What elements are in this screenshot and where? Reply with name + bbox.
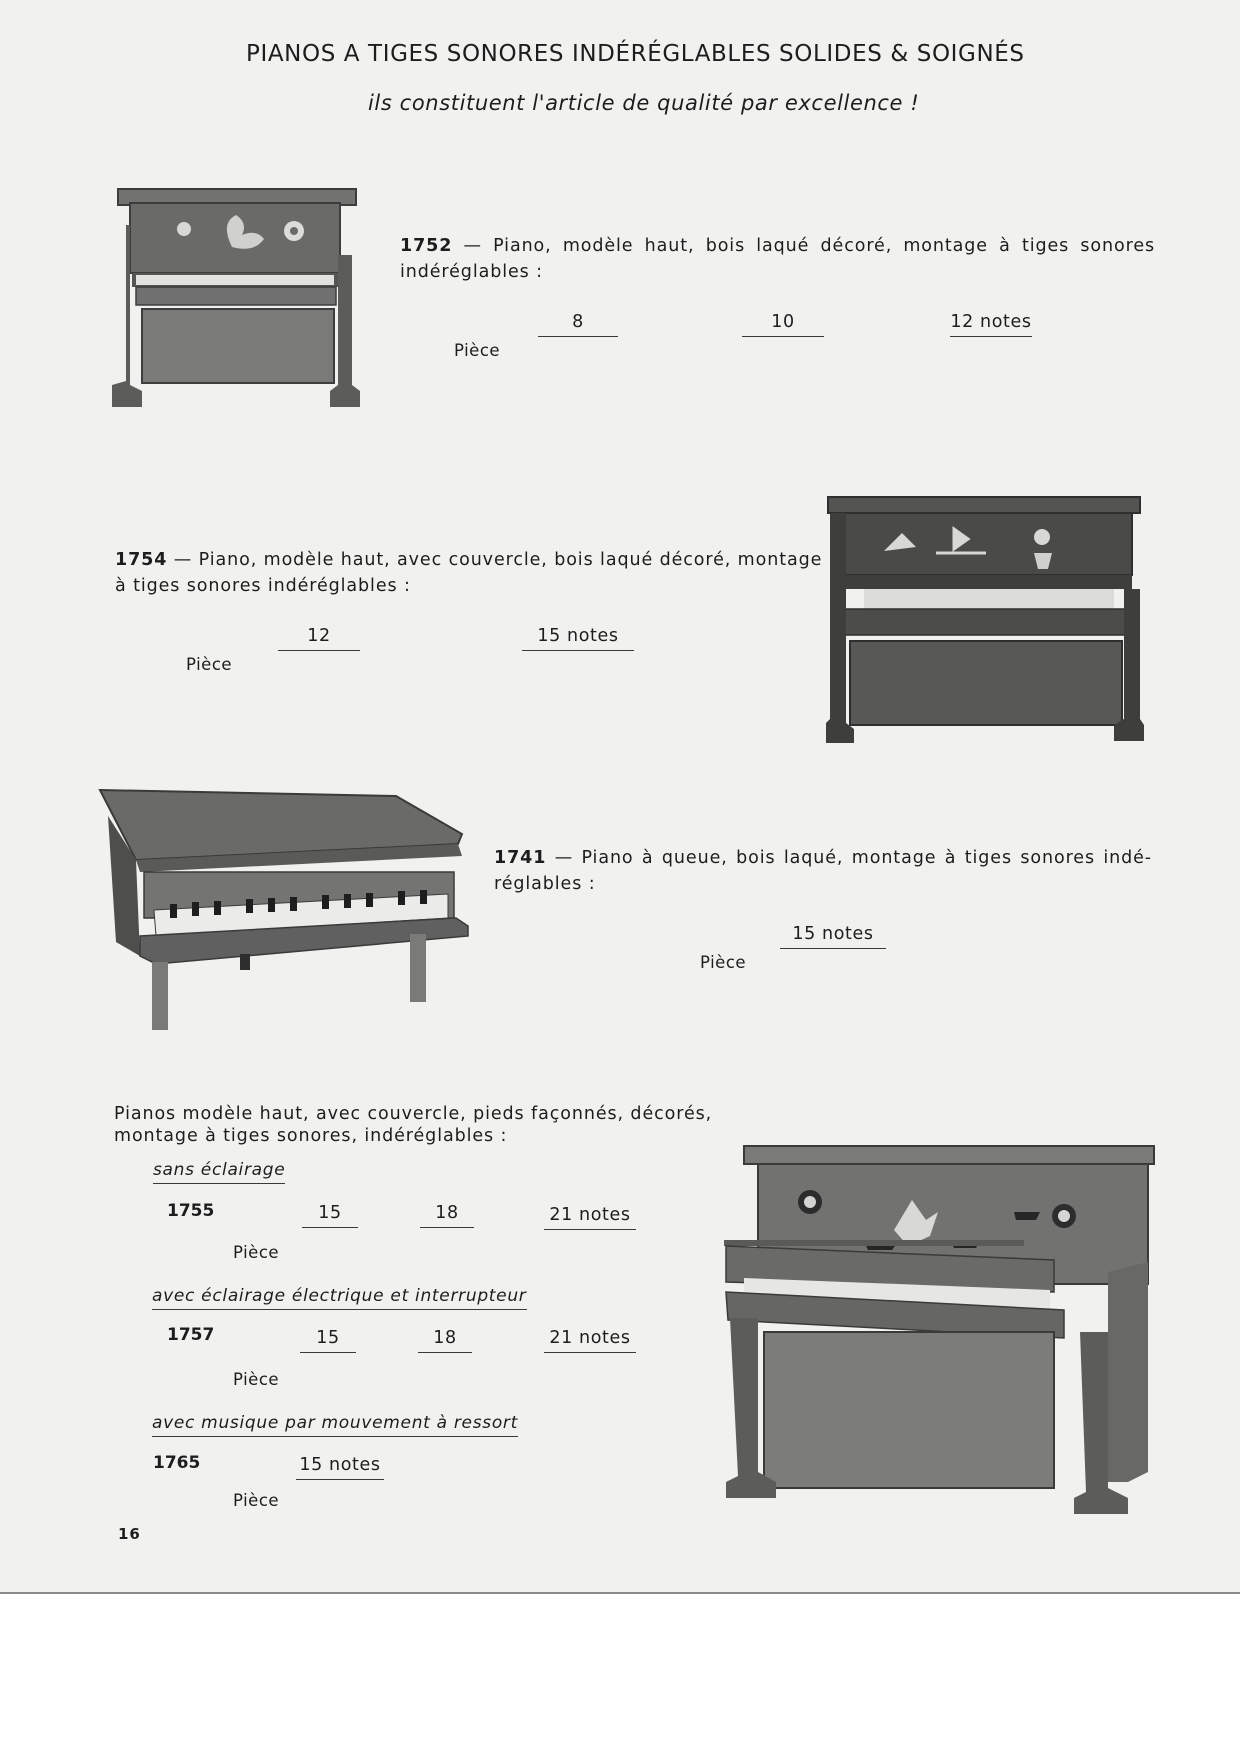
variant-1757-category: avec éclairage électrique et interrupteur [152,1286,527,1310]
variant-1757-ref: 1757 [167,1325,215,1345]
variant-1755-size-15: 15 [302,1203,358,1228]
product-1752-description-cont: indéréglables : [400,262,543,282]
variant-1755-category: sans éclairage [153,1160,285,1184]
product-1741-line1 [494,845,1152,871]
product-1754-description-cont: à tiges sonores indéréglables : [115,576,411,596]
product-1754-ref: 1754 [115,550,168,570]
product-1752-size-10: 10 [742,312,824,337]
variant-1765-size-15: 15 notes [296,1455,384,1480]
variant-1755-size-18: 18 [420,1203,474,1228]
product-1752-unit-label: Pièce [454,341,501,360]
group-intro-line1: Pianos modèle haut, avec couvercle, pieds façonnés, décorés, [114,1104,713,1124]
variant-1755-size-21: 21 notes [544,1205,636,1230]
page-title: PIANOS A TIGES SONORES INDÉRÉGLABLES SOLIDES & SOIGNÉS [246,41,1025,67]
variant-1765-category: avec musique par mouvement à ressort [152,1413,518,1437]
product-1741-description: — Piano à queue, bois laqué, montage à tiges sonores indé- [554,848,1152,868]
variant-1765-unit-label: Pièce [233,1491,280,1510]
product-1741-ref: 1741 [494,848,547,868]
variant-1757-size-15: 15 [300,1328,356,1353]
page-edge [0,1592,1240,1594]
product-1754-line1 [115,547,823,573]
product-1754-size-12: 12 [278,626,360,651]
product-1752-line1 [400,233,1155,259]
product-1754-unit-label: Pièce [186,655,233,674]
variant-1757-unit-label: Pièce [233,1370,280,1389]
variant-1755-ref: 1755 [167,1201,215,1221]
product-1754-description: — Piano, modèle haut, avec couvercle, bois laqué décoré, montage [173,550,823,570]
variant-1757-size-18: 18 [418,1328,472,1353]
page-subtitle: ils constituent l'article de qualité par excellence ! [368,91,920,115]
variant-1765-ref: 1765 [153,1453,201,1473]
product-1752-size-8: 8 [538,312,618,337]
product-1741-unit-label: Pièce [700,953,747,972]
product-1754-size-15: 15 notes [522,626,634,651]
page-number: 16 [118,1525,141,1543]
piano-1741-photo [96,786,476,1032]
variant-1757-size-21: 21 notes [544,1328,636,1353]
group-intro-line2: montage à tiges sonores, indéréglables : [114,1126,508,1146]
piano-1754-photo [824,493,1146,745]
product-1752-size-12: 12 notes [950,312,1032,337]
product-1752-description: — Piano, modèle haut, bois laqué décoré, montage à tiges sonores [463,236,1155,256]
piano-1752-photo [112,185,364,417]
product-1752-ref: 1752 [400,236,453,256]
variant-1755-unit-label: Pièce [233,1243,280,1262]
product-1741-description-cont: réglables : [494,874,596,894]
piano-1755-photo [724,1142,1160,1524]
product-1741-size-15: 15 notes [780,924,886,949]
